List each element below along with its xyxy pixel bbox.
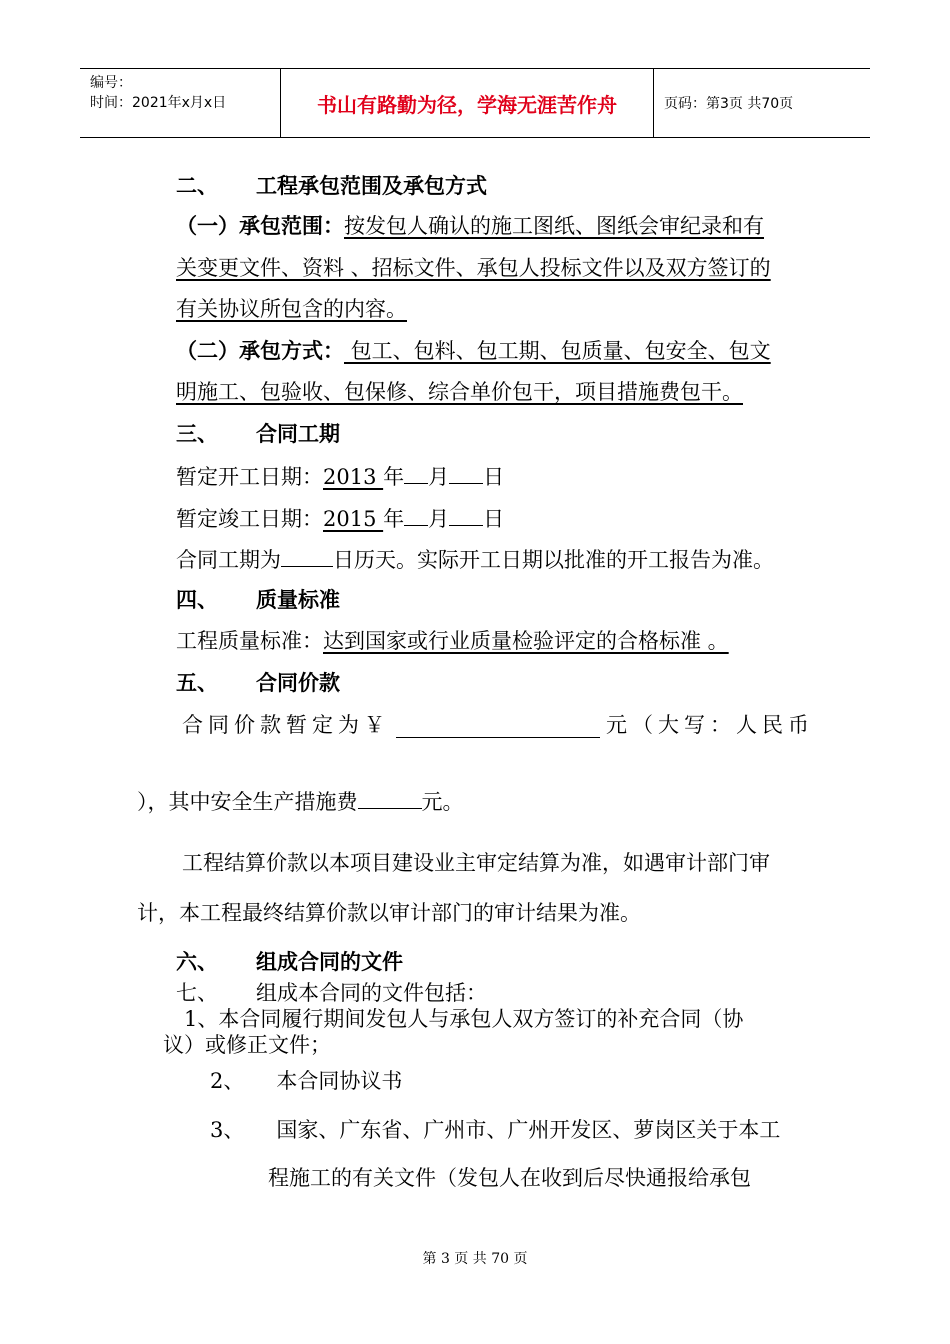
section-number: 三、 (176, 422, 218, 446)
page-footer: 第 3 页 共 70 页 (422, 1251, 528, 1267)
header-motto: 书山有路勤为径，学海无涯苦作舟 (281, 69, 654, 137)
doc-time-label: 时间：2021年x月x日 (90, 95, 227, 111)
section-6-heading (176, 952, 403, 973)
start-day-blank (449, 465, 483, 484)
section-number: 七、 (176, 981, 218, 1005)
section-number: 五、 (176, 671, 218, 695)
price-blank (396, 719, 600, 738)
item-1-line-1: 1、本合同履行期间发包人与承包人双方签订的补充合同（协 (184, 1007, 744, 1031)
start-year: 2013 (323, 465, 384, 489)
scope-label: （一）承包范围： (176, 214, 344, 238)
section-3-heading (176, 424, 340, 445)
scope-line-1 (176, 216, 764, 237)
section-title: 组成合同的文件 (256, 950, 403, 974)
doc-number-label: 编号： (90, 75, 132, 91)
price-line: 合同价款暂定为￥ 元（大写：人民币 (182, 713, 814, 737)
section-title: 合同价款 (256, 671, 340, 695)
mode-label: （二）承包方式： (176, 339, 344, 363)
settlement-line-2: 计，本工程最终结算价款以审计部门的审计结果为准。 (137, 901, 641, 925)
scope-text: 按发包人确认的施工图纸、图纸会审纪录和有 (344, 214, 764, 238)
section-number: 四、 (176, 588, 218, 612)
period-blank (281, 548, 333, 567)
section-title: 质量标准 (256, 588, 340, 612)
section-2-heading (176, 176, 487, 197)
section-number: 六、 (176, 950, 218, 974)
safety-fee-line: ），其中安全生产措施费 元。 (137, 790, 464, 814)
safety-fee-blank (358, 790, 422, 809)
item-2-line: 2、 本合同协议书 (210, 1069, 403, 1093)
section-number: 二、 (176, 174, 218, 198)
item-3-line-1: 3、 国家、广东省、广州市、广州开发区、萝岗区关于本工 (210, 1118, 781, 1142)
end-day-blank (449, 507, 483, 526)
header-page-info: 页码：第3页 共70页 (664, 96, 794, 112)
item-3-line-2: 程施工的有关文件（发包人在收到后尽快通报给承包 (268, 1166, 751, 1190)
mode-line-1 (176, 341, 771, 362)
mode-text: 包工、包料、包工期、包质量、包安全、包文 (344, 339, 771, 363)
end-date-line: 暂定竣工日期：2015 年 月 日 (176, 507, 505, 531)
period-line: 合同工期为 日历天。实际开工日期以批准的开工报告为准。 (176, 548, 774, 572)
start-date-line: 暂定开工日期：2013 年 月 日 (176, 465, 505, 489)
section-title: 合同工期 (256, 422, 340, 446)
section-4-heading (176, 590, 340, 611)
scope-line-2: 关变更文件、资料 、招标文件、承包人投标文件以及双方签订的 (176, 256, 771, 280)
end-year: 2015 (323, 507, 384, 531)
start-month-blank (404, 465, 428, 484)
settlement-line-1: 工程结算价款以本项目建设业主审定结算为准，如遇审计部门审 (182, 851, 770, 875)
section-title: 工程承包范围及承包方式 (256, 174, 487, 198)
item-1-line-2: 议）或修正文件； (163, 1033, 331, 1057)
quality-line: 工程质量标准：达到国家或行业质量检验评定的合格标准 。 (176, 629, 729, 653)
header-meta (80, 69, 281, 137)
section-5-heading (176, 673, 340, 694)
scope-line-3: 有关协议所包含的内容。 (176, 297, 407, 321)
end-month-blank (404, 507, 428, 526)
section-7-line: 七、 组成本合同的文件包括： (176, 981, 487, 1005)
mode-line-2: 明施工、包验收、包保修、综合单价包干，项目措施费包干。 (176, 380, 743, 404)
quality-value: 达到国家或行业质量检验评定的合格标准 。 (323, 629, 729, 653)
document-header (80, 68, 870, 138)
